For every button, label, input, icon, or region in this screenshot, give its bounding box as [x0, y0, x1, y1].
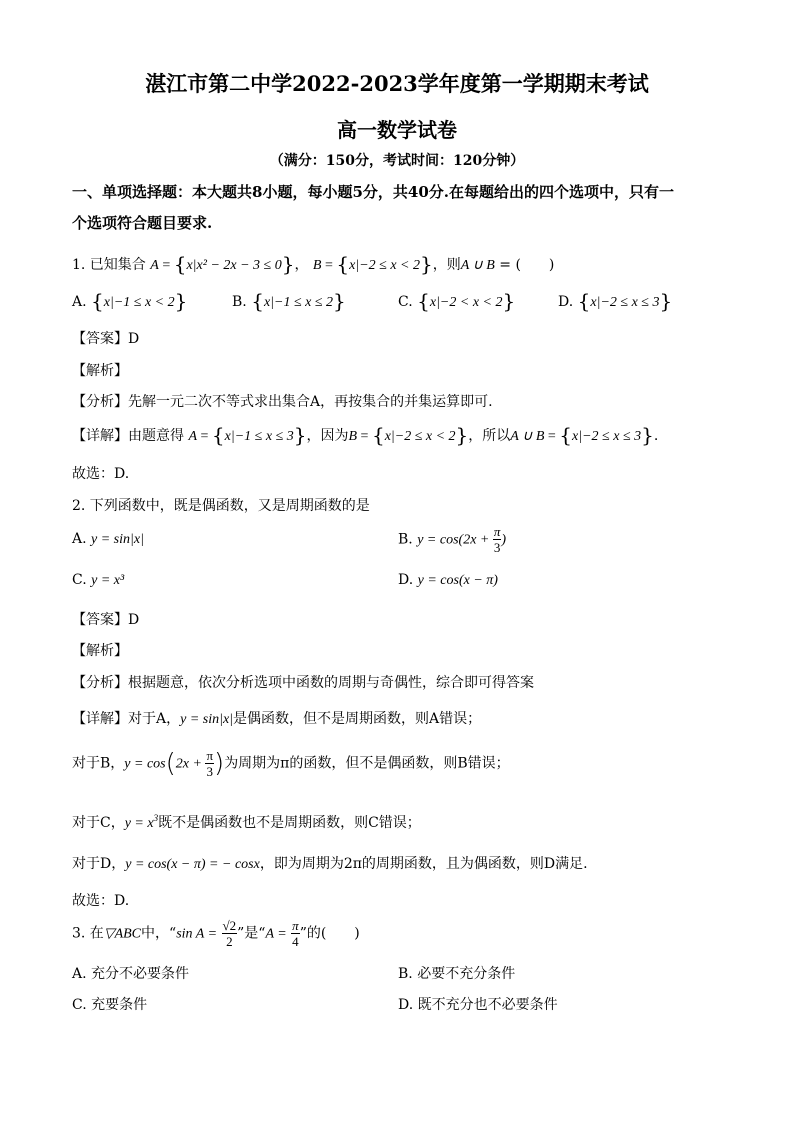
- q1-option-b: B. {x|−1 ≤ x ≤ 2}: [232, 289, 346, 313]
- q2-option-b: B. y = cos(2x + $\frac{\pi}{3}$ ): [398, 524, 507, 555]
- exam-note: （满分：150分，考试时间：120分钟）: [269, 153, 525, 169]
- q1-choose: 故选：D.: [72, 466, 130, 482]
- q1-analysis: 【分析】先解一元二次不等式求出集合A，再按集合的并集运算即可.: [72, 394, 493, 410]
- q3-option-b: B. 必要不充分条件: [398, 966, 516, 982]
- q2-choose: 故选：D.: [72, 893, 130, 909]
- q2-option-a: A. y = sin|x|: [72, 531, 144, 547]
- q2-option-c: C. y = x³: [72, 572, 125, 588]
- q1-option-d: D. {x|−2 ≤ x ≤ 3}: [558, 289, 673, 313]
- q2-detail-c: 对于C，$y = x^3$既不是偶函数也不是周期函数，则C错误；: [72, 813, 421, 831]
- exam-subtitle: 高一数学试卷: [337, 118, 457, 142]
- q1-stem: 1. 已知集合 A = {x|x² − 2x − 3 ≤ 0}， B = {x|−2 ≤ x < 2}，则A ∪ B = ( ): [72, 252, 555, 276]
- q2-detail-a: 【详解】对于A，y = sin|x|是偶函数，但不是周期函数，则A错误；: [72, 711, 482, 727]
- q1-detail: 【详解】由题意得 A = {x|−1 ≤ x ≤ 3}，因为B = {x|−2 ≤ x < 2}，所以A ∪ B = {x|−2 ≤ x ≤ 3}.: [72, 423, 659, 447]
- q3-option-d: D. 既不充分也不必要条件: [398, 997, 558, 1013]
- q1-option-c: C. {x|−2 < x < 2}: [398, 289, 516, 313]
- section-heading: 一、单项选择题：本大题共8小题，每小题5分，共40分.在每题给出的四个选项中，只有一: [72, 183, 674, 201]
- section-heading-cont: 个选项符合题目要求.: [72, 214, 213, 232]
- q2-explain-label: 【解析】: [72, 643, 128, 659]
- q2-stem: 2. 下列函数中，既是偶函数，又是周期函数的是: [72, 498, 370, 514]
- q1-option-a: A. {x|−1 ≤ x < 2}: [72, 289, 188, 313]
- q2-analysis: 【分析】根据题意，依次分析选项中函数的周期与奇偶性，综合即可得答案: [72, 675, 534, 691]
- q3-stem: 3. 在▽ABC中，“sin A = $\frac{√2}{2}$ ”是“A = $\frac{\pi}{4}$ ”的( ): [72, 918, 360, 949]
- exam-title: 湛江市第二中学2022-2023学年度第一学期期末考试: [145, 71, 649, 96]
- q2-answer: 【答案】D: [72, 612, 140, 628]
- q3-option-a: A. 充分不必要条件: [72, 966, 190, 982]
- q1-answer: 【答案】D: [72, 331, 140, 347]
- q2-detail-b: 对于B，y = cos(2x + $\frac{\pi}{3}$ )为周期为π的函数，但不是偶函数，则B错误；: [72, 748, 510, 779]
- q1-explain-label: 【解析】: [72, 363, 128, 379]
- q2-detail-d: 对于D，y = cos(x − π) = − cosx，即为周期为2π的周期函数，且为偶函数，则D满足.: [72, 856, 588, 872]
- q3-option-c: C. 充要条件: [72, 997, 148, 1013]
- q2-option-d: D. y = cos(x − π): [398, 572, 498, 588]
